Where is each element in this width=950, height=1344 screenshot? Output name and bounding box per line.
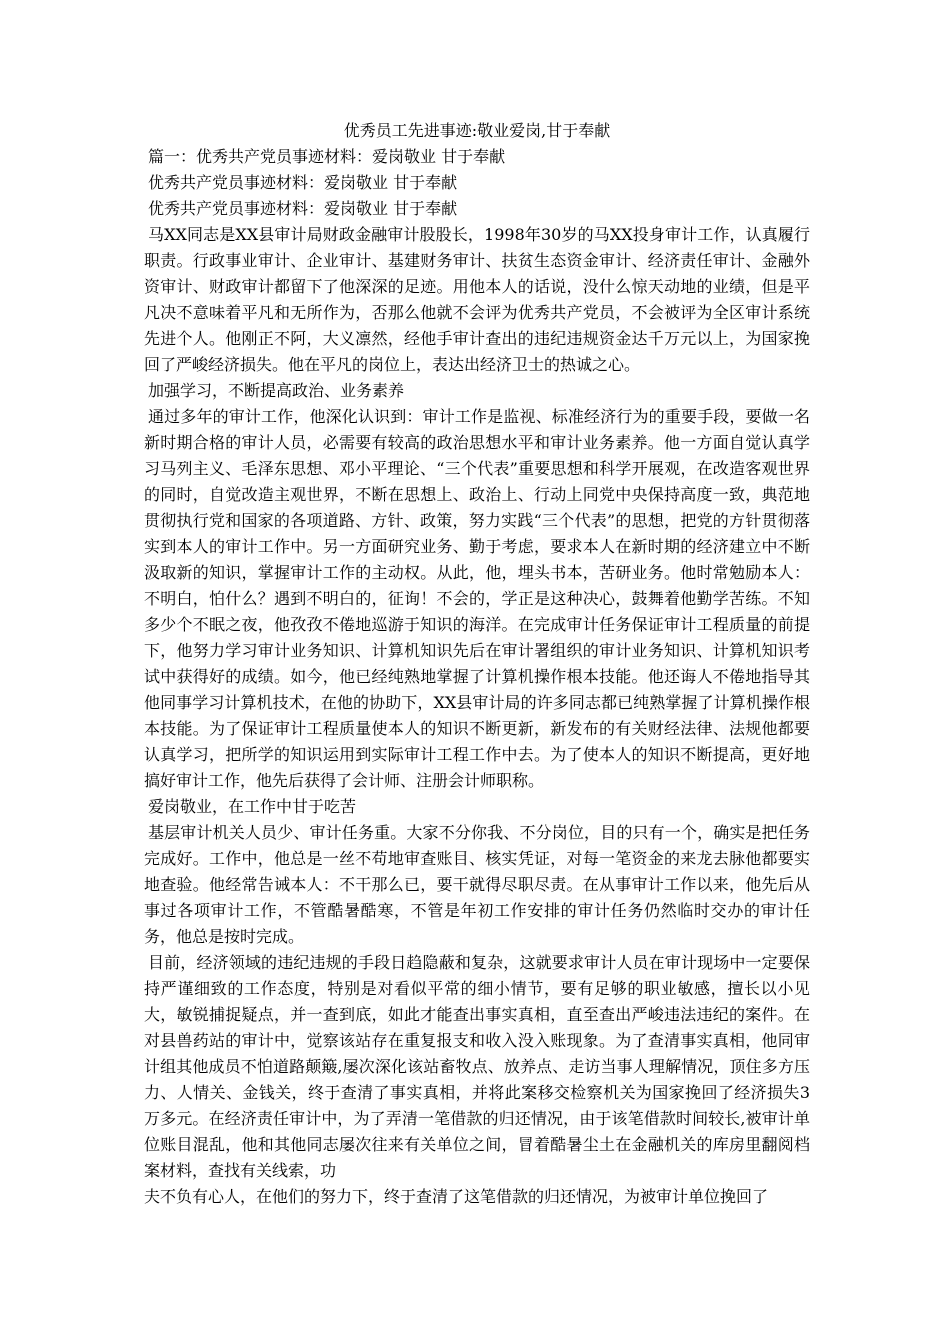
paragraph-subheading: 篇一：优秀共产党员事迹材料：爱岗敬业 甘于奉献 [148, 147, 506, 166]
paragraph-subheading: 优秀共产党员事迹材料：爱岗敬业 甘于奉献 [148, 199, 458, 218]
paragraph-body: 基层审计机关人员少、审计任务重。大家不分你我、不分岗位，目的只有一个，确实是把任务完成好。工作中，他总是一丝不苟地审查账目、核实凭证，对每一笔资金的来龙去脉他都要实地查验。他经常告诫本人：不干那么已，要干就得尽职尽责。在从事审计工作以来，他先后从事过各项审计工作，不管酷暑酷寒，不管是年初工作安排的审计任务仍然临时交办的审计任务，他总是按时完成。 [144, 823, 810, 946]
paragraph-body: 夫不负有心人，在他们的努力下，终于查清了这笔借款的归还情况，为被审计单位挽回了 [144, 1187, 769, 1206]
paragraph-body: 马XX同志是XX县审计局财政金融审计股股长，1998年30岁的马XX投身审计工作，认真履行职责。行政事业审计、企业审计、基建财务审计、扶贫生态资金审计、经济责任审计、金融外资审计、财政审计都留下了他深深的足迹。用他本人的话说，没什么惊天动地的业绩，但是平凡决不意味着平凡和无所作为，否那么他就不会评为优秀共产党员，不会被评为全区审计系统先进个人。他刚正不阿，大义凛然，经他手审计查出的违纪违规资金达千万元以上，为国家挽回了严峻经济损失。他在平凡的岗位上，表达出经济卫士的热诚之心。 [144, 225, 810, 374]
paragraph-body: 通过多年的审计工作，他深化认识到：审计工作是监视、标准经济行为的重要手段，要做一名新时期合格的审计人员，必需要有较高的政治思想水平和审计业务素养。他一方面自觉认真学习马列主义、毛泽东思想、邓小平理论、“三个代表”重要思想和科学开展观，在改造客观世界的同时，自觉改造主观世界，不断在思想上、政治上、行动上同党中央保持高度一致，典范地贯彻执行党和国家的各项道路、方针、政策，努力实践“三个代表”的思想，把党的方针贯彻落实到本人的审计工作中。另一方面研究业务、勤于考虑，要求本人在新时期的经济建立中不断汲取新的知识，掌握审计工作的主动权。从此，他，埋头书本，苦研业务。他时常勉励本人：不明白，怕什么？遇到不明白的，征询！不会的，学正是这种决心，鼓舞着他勤学苦练。不知多少个不眠之夜，他孜孜不倦地巡游于知识的海洋。在完成审计任务保证审计工程质量的前提下，他努力学习审计业务知识、计算机知识先后在审计署组织的审计业务知识、计算机知识考试中获得好的成绩。如今，他已经纯熟地掌握了计算机操作根本技能。他还诲人不倦地指导其他同事学习计算机技术，在他的协助下，XX县审计局的许多同志都已纯熟掌握了计算机操作根本技能。为了保证审计工程质量使本人的知识不断更新，新发布的有关财经法律、法规他都要认真学习，把所学的知识运用到实际审计工程工作中去。为了使本人的知识不断提高，更好地搞好审计工作，他先后获得了会计师、注册会计师职称。 [144, 407, 810, 790]
paragraph-subheading: 优秀共产党员事迹材料：爱岗敬业 甘于奉献 [148, 173, 458, 192]
document-title: 优秀员工先进事迹:敬业爱岗,甘于奉献 [343, 121, 611, 140]
section-heading: 加强学习，不断提高政治、业务素养 [148, 381, 405, 400]
section-heading: 爱岗敬业，在工作中甘于吃苦 [148, 797, 357, 816]
paragraph-body: 目前，经济领域的违纪违规的手段日趋隐蔽和复杂，这就要求审计人员在审计现场中一定要保持严谨细致的工作态度，特别是对看似平常的细小情节，要有足够的职业敏感，擅长以小见大，敏锐捕捉疑点，并一查到底，如此才能查出事实真相，直至查出严峻违法违纪的案件。在对县兽药站的审计中，觉察该站存在重复报支和收入没入账现象。为了查清事实真相，他同审计组其他成员不怕道路颠簸,屡次深化该站畜牧点、放养点、走访当事人理解情况，顶住多方压力、人情关、金钱关，终于查清了事实真相，并将此案移交检察机关为国家挽回了经济损失3万多元。在经济责任审计中，为了弄清一笔借款的归还情况，由于该笔借款时间较长,被审计单位账目混乱，他和其他同志屡次往来有关单位之间，冒着酷暑尘土在金融机关的库房里翻阅档案材料，查找有关线索，功 [144, 953, 810, 1180]
document-page [144, 118, 810, 1210]
